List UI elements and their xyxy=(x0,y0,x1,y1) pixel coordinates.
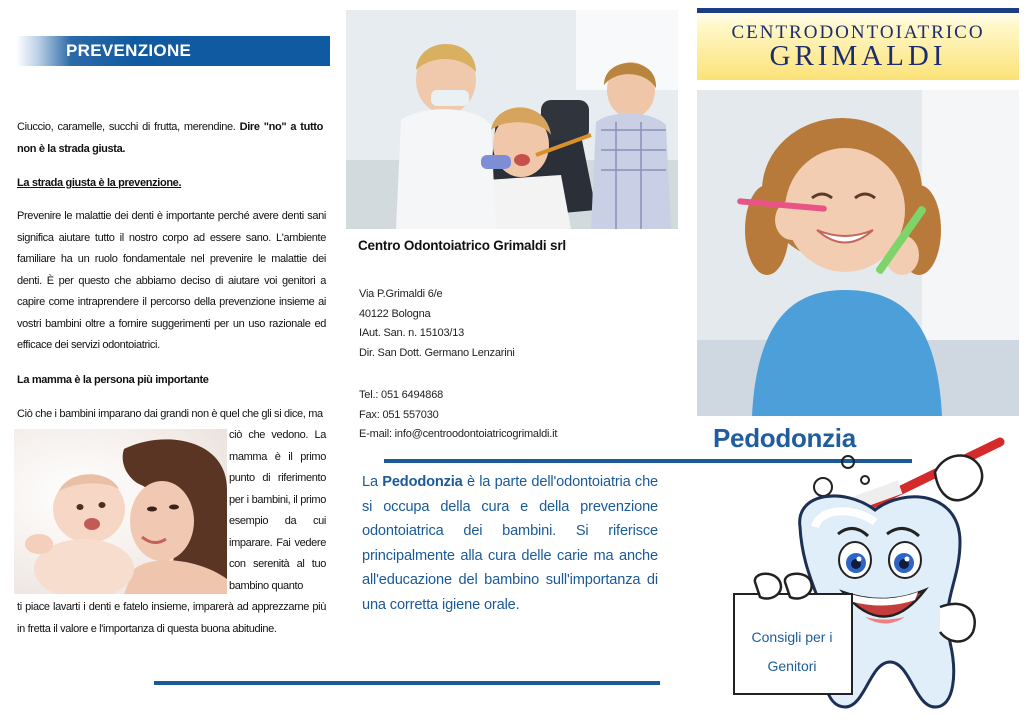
fax-line: Fax: 051 557030 xyxy=(359,408,439,421)
pedo-rest: è la parte dell'odontoiatria che si occupa della cura e della prevenzione odontoiatrica dei bambini. Si riferisce principalmente alla cura delle carie ma anche all'educazione del bambino sull'importanza di una corretta igiene orale. xyxy=(362,474,658,613)
address-line: IAut. San. n. 15103/13 xyxy=(359,327,465,339)
intro-bold-text: Dire "no" a tutto non è la strada giusta. xyxy=(17,121,323,155)
pedodonzia-heading: Pedodonzia xyxy=(713,423,856,453)
logo-top-bar xyxy=(697,8,1019,13)
pedo-lead: La xyxy=(362,474,383,490)
prevention-subheading: La strada giusta è la prevenzione. xyxy=(17,177,182,189)
mother-baby-photo xyxy=(14,429,227,594)
logo-line-1: CENTRODONTOIATRICO xyxy=(731,22,985,43)
mother-paragraph-end: ti piace lavarti i denti e fatelo insieme, imparerà ad apprezzarne più in fretta il valore e l'importanza di questa buona abitudine. xyxy=(17,601,326,635)
intro-paragraph xyxy=(17,117,323,160)
prevention-paragraph: Prevenire le malattie dei denti è importante perché avere denti sani significa aiutare tutto il nostro corpo ad essere sano. L'ambiente familiare ha un ruolo fondamentale nel prevenire le malattie dei denti. È per questo che abbiamo deciso di aiutare voi genitori a capire come intraprendere il percorso della prevenzione insieme ai vostri bambini oltre a fornire suggerimenti per un uso razionale ed efficace dei servizi odontoiatrici. xyxy=(17,210,326,351)
mother-subheading: La mamma è la persona più importante xyxy=(17,374,209,386)
sign-text-line1: Consigli per i xyxy=(751,629,833,645)
phone-line: Tel.: 051 6494868 xyxy=(359,389,444,401)
center-name: Centro Odontoiatrico Grimaldi srl xyxy=(358,238,566,253)
address-block xyxy=(359,285,515,363)
contact-block xyxy=(359,386,557,445)
tooth-mascot-illustration xyxy=(725,432,1019,722)
sign-text-line2: Genitori xyxy=(767,658,817,674)
girl-toothbrush-photo xyxy=(697,90,1019,416)
logo-line-2: GRIMALDI xyxy=(769,40,947,72)
address-line: Dir. San Dott. Germano Lenzarini xyxy=(359,346,515,359)
dentist-children-photo xyxy=(346,10,678,229)
address-line: Via P.Grimaldi 6/e xyxy=(359,288,443,300)
divider-bottom xyxy=(154,681,660,685)
mother-paragraph-wrap: ciò che vedono. La mamma è il primo punto di riferimento per i bambini, il primo esempio da cui imparare. Fai vedere con serenità al tuo bambino quanto xyxy=(229,429,326,592)
mother-paragraph-line1: Ciò che i bambini imparano dai grandi non è quel che gli si dice, ma xyxy=(17,408,323,420)
email-line: E-mail: info@centroodontoiatricogrimaldi.it xyxy=(359,428,558,440)
section-title: PREVENZIONE xyxy=(66,41,192,60)
pedodonzia-description xyxy=(362,470,658,617)
intro-text: Ciuccio, caramelle, succhi di frutta, merendine. xyxy=(17,121,240,133)
pedo-bold: Pedodonzia xyxy=(382,474,463,490)
address-line: 40122 Bologna xyxy=(359,307,431,320)
